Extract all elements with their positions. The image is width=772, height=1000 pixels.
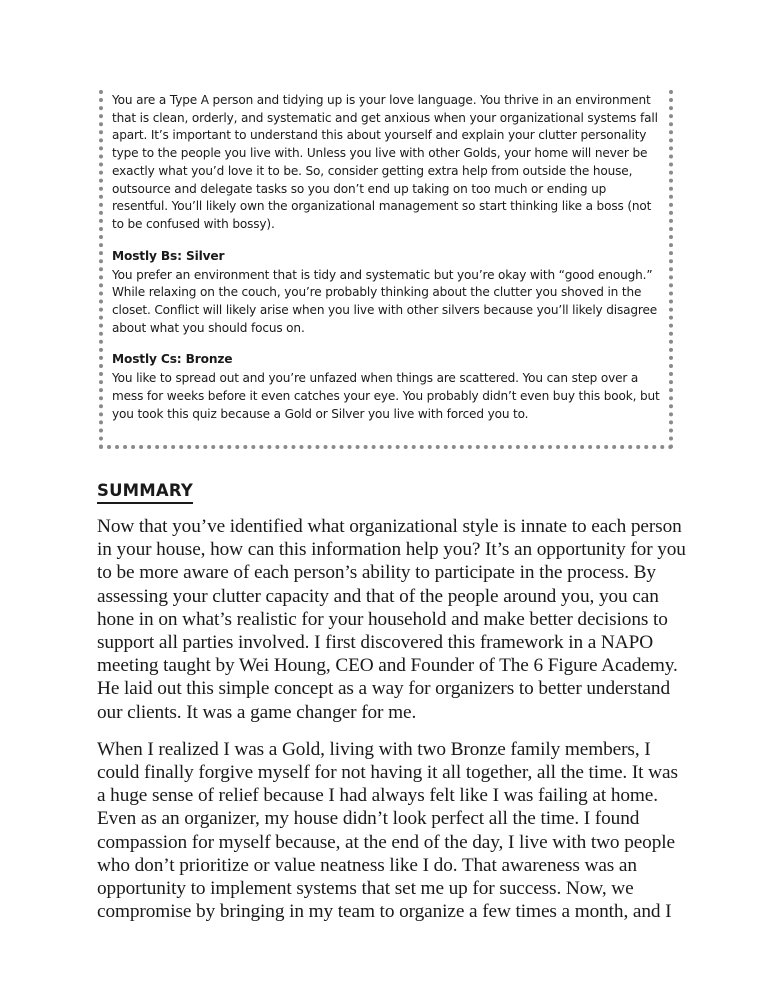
summary-heading: SUMMARY [97,481,193,504]
summary-paragraph-1: Now that you’ve identified what organizational style is innate to each person in your house, how can this information help you? It’s an opportunity for you to be more aware of each person’s ability to participate in the process. By assessing your clutter capacity and that of the people around you, you can hone in on what’s realistic for your household and make better decisions to support all parties involved. I first discovered this framework in a NAPO meeting taught by Wei Houng, CEO and Founder of The 6 Figure Academy. He laid out this simple concept as a way for organizers to better understand our clients. It was a game changer for me. [97,516,686,723]
bronze-description: You like to spread out and you’re unfazed when things are scattered. You can step over a mess for weeks before it even catches your eye. You probably didn’t even buy this book, but you took this quiz because a Gold or Silver you live with forced you to. [112,371,660,421]
silver-description: You prefer an environment that is tidy and systematic but you’re okay with “good enough.” While relaxing on the couch, you’re probably thinking about the clutter you shoved in the closet. Conflict will likely arise when you live with other silvers because you’ll likely disagree about what you should focus on. [112,267,658,335]
callout-content [112,92,663,424]
bronze-heading: Mostly Cs: Bronze [112,352,233,367]
gold-description: You are a Type A person and tidying up is your love language. You thrive in an environment that is clean, orderly, and systematic and get anxious when your organizational systems fall apart. It’s important to understand this about yourself and explain your clutter personality type to the people you live with. Unless you live with other Golds, your home will never be exactly what you’d love it to be. So, consider getting extra help from outside the house, outsource and delegate tasks so you don’t end up taking on too much or ending up resentful. You’ll likely own the organizational management so start thinking like a boss (not to be confused with bossy). [112,93,658,231]
summary-body [97,515,687,937]
silver-heading: Mostly Bs: Silver [112,248,225,263]
summary-paragraph-2: When I realized I was a Gold, living with two Bronze family members, I could finally forgive myself for not having it all together, all the time. It was a huge sense of relief because I had always felt like I was failing at home. Even as an organizer, my house didn’t look perfect all the time. I found compassion for myself because, at the end of the day, I live with two people who don’t prioritize or value neatness like I do. That awareness was an opportunity to implement systems that set me up for success. Now, we compromise by bringing in my team to organize a few times a month, and I [97,738,678,923]
personality-callout-box [99,90,673,449]
